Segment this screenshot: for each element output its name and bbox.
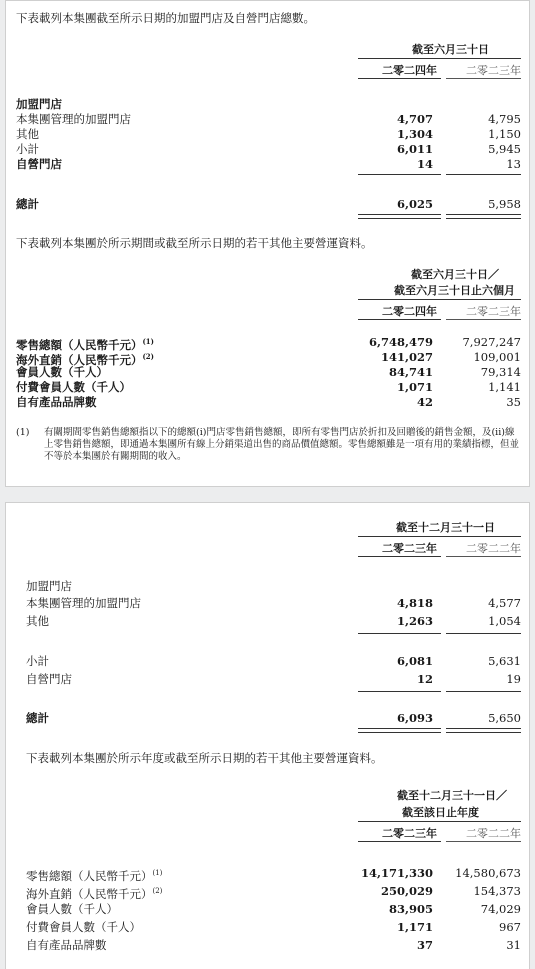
ops-row-prev-value: 109,001 bbox=[473, 350, 521, 364]
total-label: 總計 bbox=[26, 711, 49, 725]
row-prev-value: 13 bbox=[506, 157, 521, 171]
row-label: 其他 bbox=[16, 127, 39, 141]
row-prev-value: 1,150 bbox=[488, 127, 521, 141]
ops-col-rule-prev bbox=[446, 841, 521, 842]
row-label: 其他 bbox=[26, 614, 49, 628]
ops-header-cur-year: 二零二三年 bbox=[382, 827, 437, 840]
row-cur-value: 4,818 bbox=[396, 596, 433, 610]
table-panel-2023 bbox=[5, 502, 530, 969]
row-label: 自營門店 bbox=[16, 157, 62, 171]
ops-row-cur-value: 42 bbox=[416, 395, 433, 409]
header-rule bbox=[358, 536, 521, 537]
ops-header-line2: 截至六月三十日止六個月 bbox=[394, 284, 515, 297]
ops-row-cur-value: 6,748,479 bbox=[368, 335, 433, 349]
ops-header-rule bbox=[358, 299, 521, 300]
ops-col-rule-cur bbox=[358, 319, 441, 320]
ops-row-label: 自有產品品牌數 bbox=[16, 395, 97, 409]
total-cur-value: 6,025 bbox=[396, 197, 433, 211]
ops-row-cur-value: 250,029 bbox=[380, 884, 433, 898]
ops-row-prev-value: 1,141 bbox=[488, 380, 521, 394]
ops-header-prev-year: 二零二三年 bbox=[466, 305, 521, 318]
row-label: 自營門店 bbox=[26, 672, 72, 686]
footnote-text: 有關期間零售銷售總額指以下的總額(i)門店零售銷售總額，即所有零售門店於折扣及回贈後的銷售金額，及(ii)線上零售銷售總額，即通過本集團所有線上分銷渠道出售的商品價值總額。零售總額雖是一項有用的業績指標，但並不等於本集團於有關期間的收入。 bbox=[44, 427, 520, 462]
row-cur-value: 6,011 bbox=[396, 142, 433, 156]
total-double-rule-prev bbox=[446, 728, 521, 733]
ops-intro-text: 下表載列本集團於所示年度或截至所示日期的若干其他主要營運資料。 bbox=[26, 751, 383, 765]
row-cur-value: 14 bbox=[416, 157, 433, 171]
row-label: 小計 bbox=[16, 142, 39, 156]
ops-row-label: 海外直銷（人民幣千元）$^{(2)}$ bbox=[16, 352, 154, 367]
ops-row-prev-value: 74,029 bbox=[480, 902, 521, 916]
ops-row-cur-value: 83,905 bbox=[388, 902, 433, 916]
row-cur-value: 6,081 bbox=[396, 654, 433, 668]
ops-row-prev-value: 14,580,673 bbox=[455, 866, 521, 880]
ops-row-label: 零售總額（人民幣千元）$^{(1)}$ bbox=[26, 868, 163, 883]
ops-row-prev-value: 7,927,247 bbox=[462, 335, 521, 349]
ops-row-cur-value: 1,171 bbox=[396, 920, 433, 934]
ops-row-label: 自有產品品牌數 bbox=[26, 938, 107, 952]
header-period: 截至六月三十日 bbox=[412, 43, 489, 56]
subtotal-rule-prev bbox=[446, 633, 521, 634]
ops-row-cur-value: 14,171,330 bbox=[360, 866, 433, 880]
subtotal-rule-cur bbox=[358, 174, 441, 175]
subtotal2-rule-prev bbox=[446, 691, 521, 692]
row-prev-value: 5,631 bbox=[488, 654, 521, 668]
col-rule-prev bbox=[446, 556, 521, 557]
ops-header-prev-year: 二零二二年 bbox=[466, 827, 521, 840]
ops-row-prev-value: 31 bbox=[506, 938, 521, 952]
row-label: 本集團管理的加盟門店 bbox=[16, 112, 131, 126]
header-period: 截至十二月三十一日 bbox=[396, 521, 495, 534]
ops-row-label: 會員人數（千人） bbox=[16, 365, 108, 379]
header-cur-year: 二零二三年 bbox=[382, 542, 437, 555]
row-prev-value: 19 bbox=[506, 672, 521, 686]
row-cur-value: 4,707 bbox=[396, 112, 433, 126]
subtotal-rule-prev bbox=[446, 174, 521, 175]
table-panel-2024 bbox=[5, 0, 530, 487]
total-double-rule-cur bbox=[358, 214, 441, 219]
ops-row-label: 零售總額（人民幣千元）$^{(1)}$ bbox=[16, 337, 154, 352]
row-cur-value: 1,263 bbox=[396, 614, 433, 628]
row-prev-value: 4,577 bbox=[488, 596, 521, 610]
ops-row-cur-value: 1,071 bbox=[396, 380, 433, 394]
ops-row-prev-value: 79,314 bbox=[480, 365, 521, 379]
ops-header-rule bbox=[358, 821, 521, 822]
ops-row-label: 付費會員人數（千人） bbox=[16, 380, 131, 394]
ops-row-cur-value: 141,027 bbox=[380, 350, 433, 364]
ops-row-prev-value: 154,373 bbox=[473, 884, 521, 898]
ops-row-cur-value: 37 bbox=[416, 938, 433, 952]
row-prev-value: 4,795 bbox=[488, 112, 521, 126]
header-prev-year: 二零二三年 bbox=[466, 64, 521, 77]
ops-intro-text: 下表載列本集團於所示期間或截至所示日期的若干其他主要營運資料。 bbox=[16, 236, 373, 250]
row-label: 小計 bbox=[26, 654, 49, 668]
row-cur-value: 12 bbox=[416, 672, 433, 686]
col-rule-cur bbox=[358, 78, 441, 79]
row-label: 本集團管理的加盟門店 bbox=[26, 596, 141, 610]
ops-row-cur-value: 84,741 bbox=[388, 365, 433, 379]
total-cur-value: 6,093 bbox=[396, 711, 433, 725]
ops-row-prev-value: 35 bbox=[506, 395, 521, 409]
total-prev-value: 5,650 bbox=[488, 711, 521, 725]
franchise-heading: 加盟門店 bbox=[26, 579, 72, 593]
subtotal2-rule-cur bbox=[358, 691, 441, 692]
col-rule-prev bbox=[446, 78, 521, 79]
header-rule bbox=[358, 58, 521, 59]
ops-col-rule-prev bbox=[446, 319, 521, 320]
subtotal-rule-cur bbox=[358, 633, 441, 634]
header-prev-year: 二零二二年 bbox=[466, 542, 521, 555]
ops-header-cur-year: 二零二四年 bbox=[382, 305, 437, 318]
ops-col-rule-cur bbox=[358, 841, 441, 842]
ops-header-line1: 截至六月三十日／ bbox=[411, 268, 499, 281]
ops-row-label: 付費會員人數（千人） bbox=[26, 920, 141, 934]
franchise-heading: 加盟門店 bbox=[16, 97, 62, 111]
row-prev-value: 5,945 bbox=[488, 142, 521, 156]
header-cur-year: 二零二四年 bbox=[382, 64, 437, 77]
total-prev-value: 5,958 bbox=[488, 197, 521, 211]
total-double-rule-cur bbox=[358, 728, 441, 733]
ops-row-label: 海外直銷（人民幣千元）$^{(2)}$ bbox=[26, 886, 163, 901]
ops-header-line1: 截至十二月三十一日／ bbox=[397, 789, 507, 802]
total-label: 總計 bbox=[16, 197, 39, 211]
total-double-rule-prev bbox=[446, 214, 521, 219]
footnote-marker: (1) bbox=[16, 427, 30, 438]
row-prev-value: 1,054 bbox=[488, 614, 521, 628]
row-cur-value: 1,304 bbox=[396, 127, 433, 141]
ops-row-label: 會員人數（千人） bbox=[26, 902, 118, 916]
col-rule-cur bbox=[358, 556, 441, 557]
ops-header-line2: 截至該日止年度 bbox=[402, 806, 479, 819]
ops-row-prev-value: 967 bbox=[499, 920, 521, 934]
intro-text: 下表載列本集團截至所示日期的加盟門店及自營門店總數。 bbox=[16, 11, 315, 25]
